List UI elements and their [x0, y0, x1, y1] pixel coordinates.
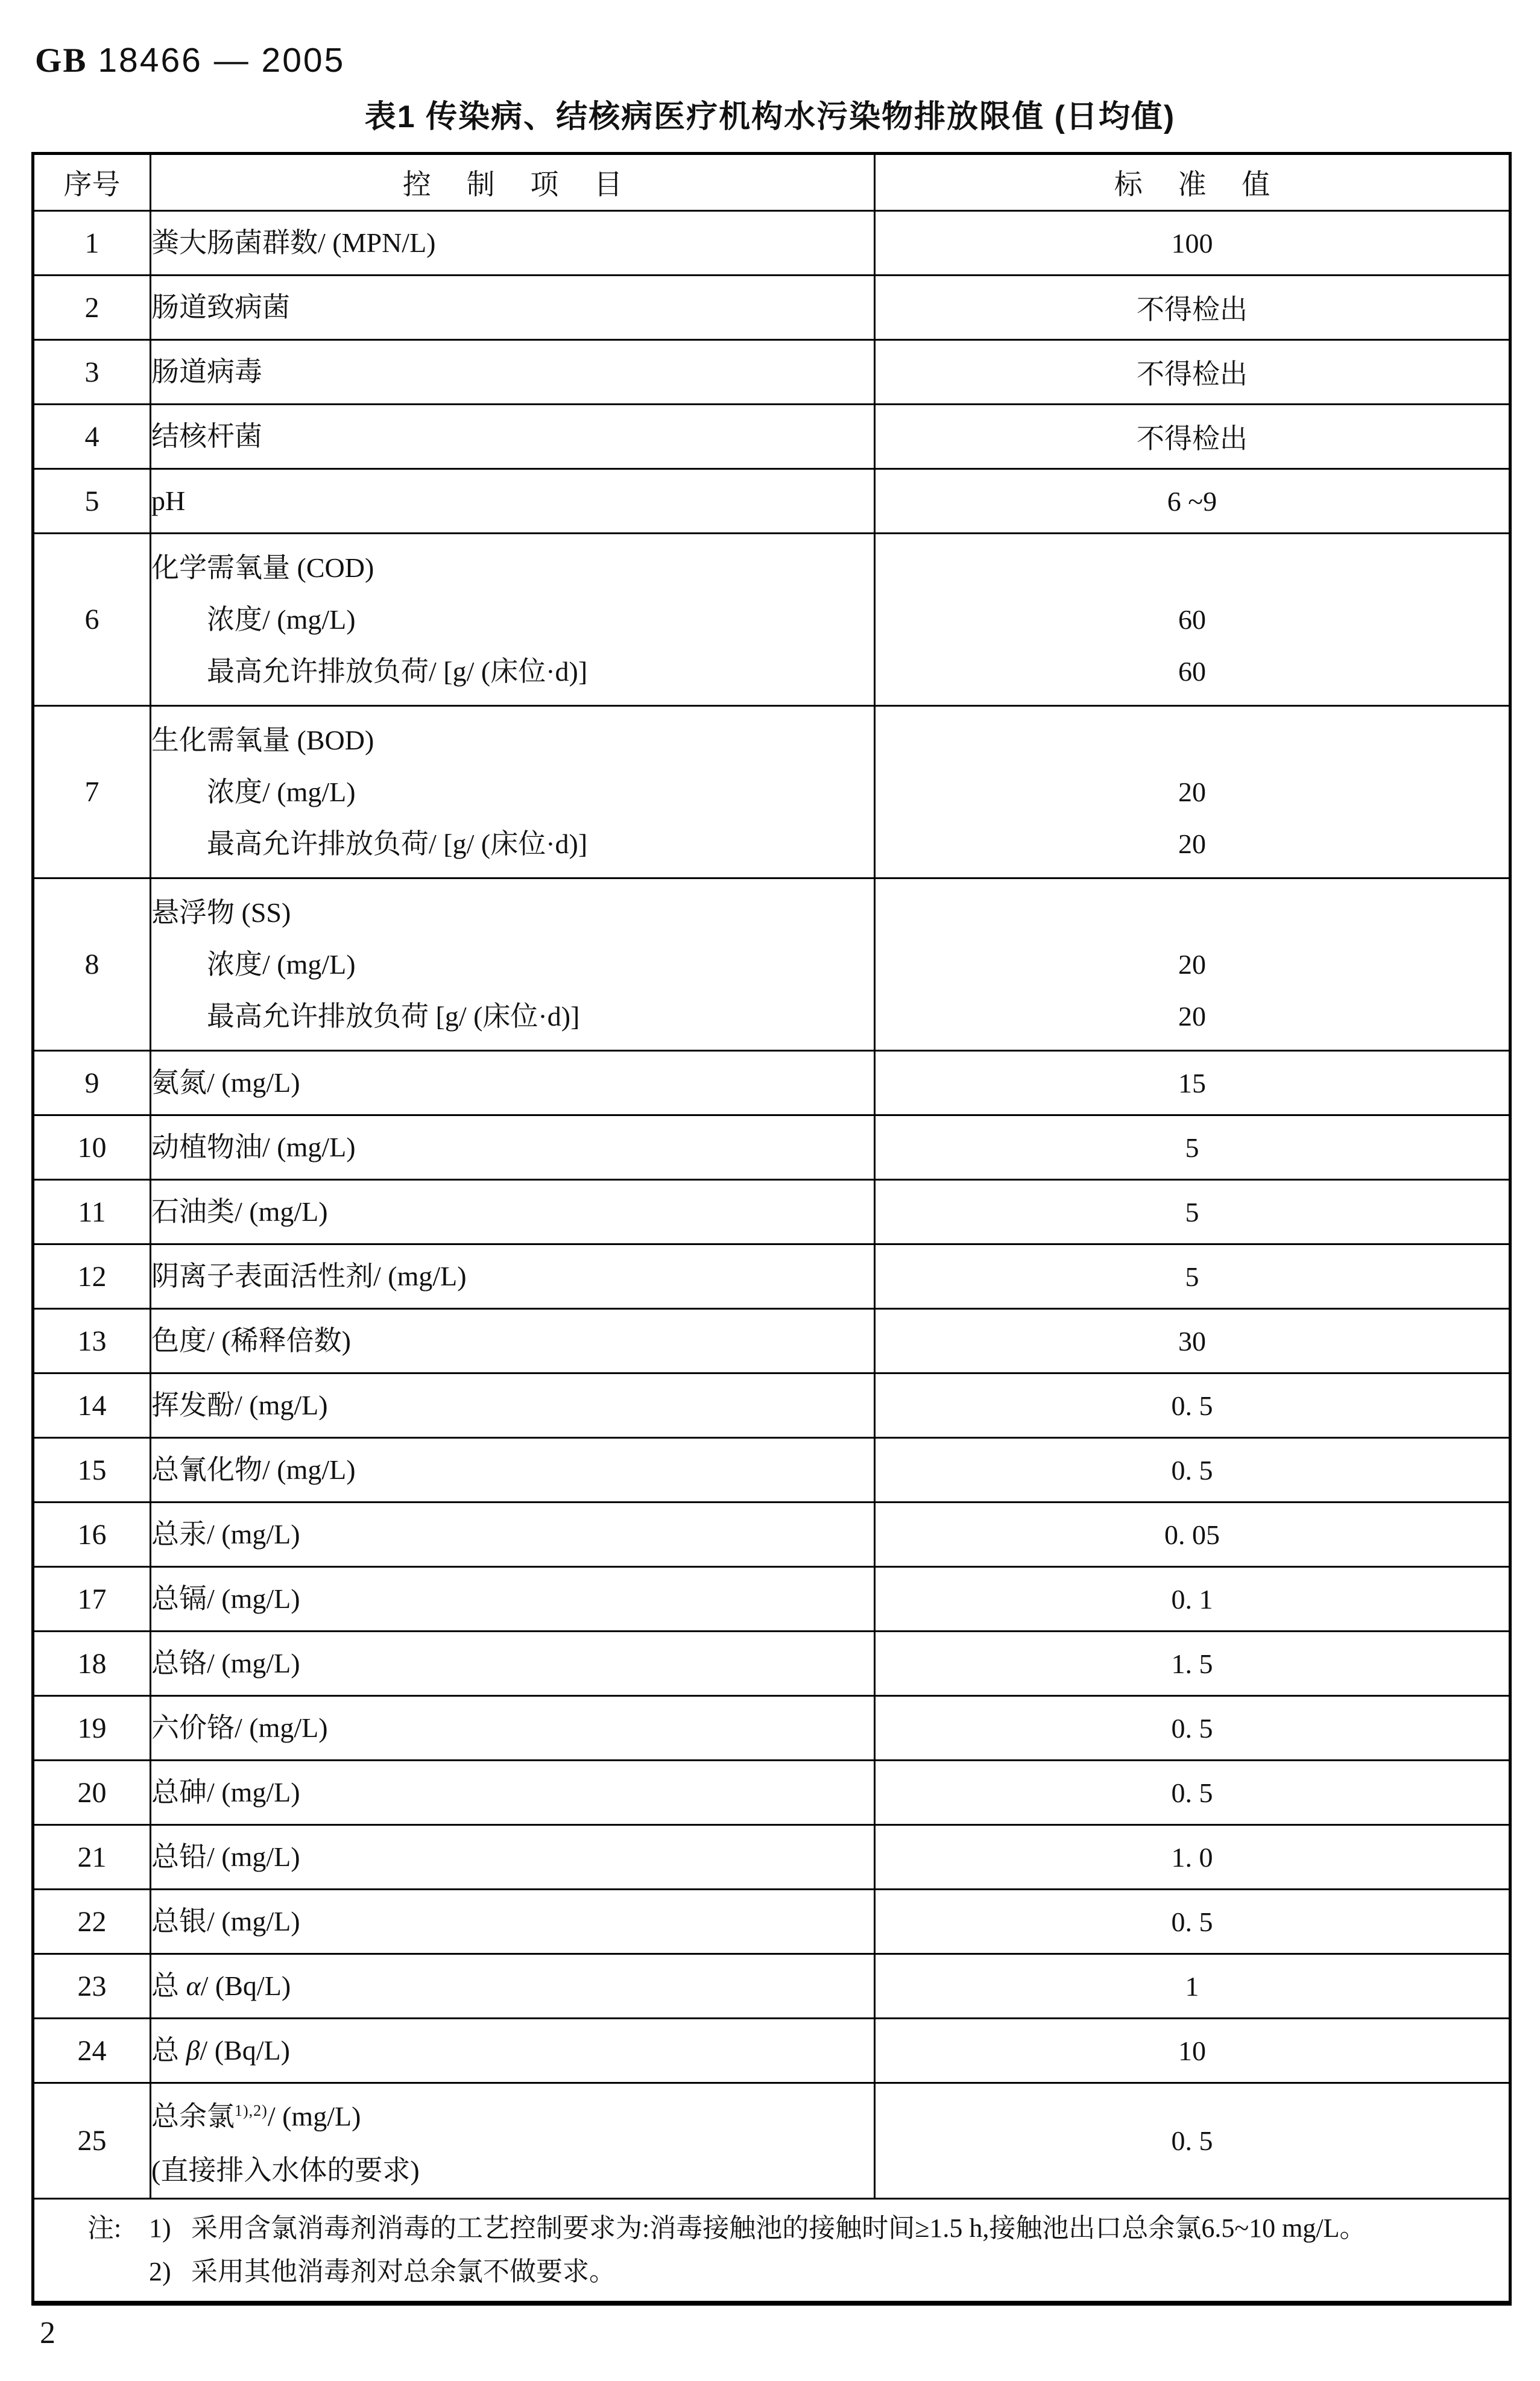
control-item-cell — [151, 2019, 875, 2083]
control-item-cell — [151, 1373, 875, 1438]
item-text — [207, 646, 874, 698]
standard-value-cell: 1. 5 — [875, 1632, 1510, 1696]
item-text-main: 总 — [151, 2035, 186, 2066]
row-number: 5 — [33, 469, 151, 534]
control-item-cell — [151, 534, 875, 706]
standard-value-cell: 0. 5 — [875, 1438, 1510, 1503]
control-item-cell — [151, 1632, 875, 1696]
table-row — [33, 1567, 1510, 1632]
item-text-main: 石油类/ (mg/L) — [151, 1196, 328, 1227]
note-line — [34, 2250, 1509, 2294]
item-text — [151, 1057, 874, 1109]
standard-value-cell: 6 ~9 — [875, 469, 1510, 534]
item-text — [151, 346, 874, 398]
note-prefix: 注: — [87, 2213, 122, 2244]
standard-value-cell — [875, 706, 1510, 878]
table-row — [33, 340, 1510, 405]
item-text-main: (直接排入水体的要求) — [151, 2155, 420, 2186]
standard-value-cell: 5 — [875, 1115, 1510, 1180]
standard-value-cell: 0. 05 — [875, 1503, 1510, 1567]
row-number: 22 — [33, 1890, 151, 1954]
table-header-row — [33, 154, 1510, 211]
item-text — [151, 2084, 874, 2143]
standard-value-cell — [875, 534, 1510, 706]
item-text-main: 总砷/ (mg/L) — [151, 1777, 300, 1808]
standard-value-cell: 不得检出 — [875, 405, 1510, 469]
note-marker: 1) — [149, 2213, 171, 2244]
item-text-main: 总银/ (mg/L) — [151, 1906, 300, 1937]
control-item-cell — [151, 1696, 875, 1761]
standard-value: 60 — [1178, 604, 1206, 635]
row-number: 19 — [33, 1696, 151, 1761]
item-text — [207, 766, 874, 818]
table-row — [33, 276, 1510, 340]
item-text-main: 浓度/ (mg/L) — [207, 604, 356, 635]
standard-value-cell: 5 — [875, 1244, 1510, 1309]
row-number: 25 — [33, 2083, 151, 2199]
item-text — [151, 1573, 874, 1625]
row-number: 23 — [33, 1954, 151, 2019]
page-number: 2 — [40, 2316, 55, 2350]
control-item-cell — [151, 469, 875, 534]
standard-value: 20 — [1178, 1000, 1206, 1032]
item-text — [151, 2025, 874, 2077]
row-number: 11 — [33, 1180, 151, 1244]
item-text-unit: / (Bq/L) — [200, 2035, 290, 2066]
item-text-main: 氨氮/ (mg/L) — [151, 1067, 300, 1098]
item-text — [151, 1250, 874, 1302]
standard-value-cell: 15 — [875, 1051, 1510, 1115]
table-row — [33, 2019, 1510, 2083]
row-number: 13 — [33, 1309, 151, 1373]
item-text — [151, 1121, 874, 1173]
control-item-cell — [151, 211, 875, 276]
standard-value-cell — [875, 878, 1510, 1051]
standard-value-cell: 不得检出 — [875, 340, 1510, 405]
standard-value-cell: 0. 1 — [875, 1567, 1510, 1632]
standard-value-cell: 0. 5 — [875, 1890, 1510, 1954]
table-row — [33, 1051, 1510, 1115]
item-text — [207, 939, 874, 991]
item-text — [151, 1767, 874, 1818]
item-text-main: 色度/ (稀释倍数) — [151, 1325, 351, 1356]
item-text — [151, 2143, 874, 2198]
table-row — [33, 1309, 1510, 1373]
item-text-unit: / (mg/L) — [267, 2101, 361, 2132]
table-row — [33, 878, 1510, 1051]
table-row — [33, 1954, 1510, 2019]
standard-value: 20 — [1178, 828, 1206, 859]
item-text — [151, 1444, 874, 1496]
item-text-main: 总氰化物/ (mg/L) — [151, 1454, 356, 1485]
standard-value-cell: 1 — [875, 1954, 1510, 2019]
standard-value-cell: 10 — [875, 2019, 1510, 2083]
item-text-main: 粪大肠菌群数/ (MPN/L) — [151, 227, 436, 258]
standard-value — [876, 714, 1509, 766]
row-number: 1 — [33, 211, 151, 276]
row-number: 16 — [33, 1503, 151, 1567]
control-item-cell — [151, 405, 875, 469]
row-number: 15 — [33, 1438, 151, 1503]
table-row — [33, 1115, 1510, 1180]
control-item-cell — [151, 1567, 875, 1632]
table-title: 表1 传染病、结核病医疗机构水污染物排放限值 (日均值) — [364, 99, 1176, 134]
item-text-main: 最高允许排放负荷/ [g/ (床位·d)] — [207, 828, 588, 859]
table-row — [33, 1632, 1510, 1696]
standard-code — [35, 43, 345, 78]
standard-code-prefix: GB — [35, 42, 87, 80]
standard-code-number: 18466 — 2005 — [98, 41, 346, 80]
column-header-item: 控制项目 — [151, 154, 875, 211]
row-number: 3 — [33, 340, 151, 405]
row-number: 7 — [33, 706, 151, 878]
item-text-main: 挥发酚/ (mg/L) — [151, 1390, 328, 1421]
control-item-cell — [151, 276, 875, 340]
item-text-main: 肠道病毒 — [151, 356, 262, 387]
note-marker: 2) — [149, 2257, 171, 2287]
item-text-main: 肠道致病菌 — [151, 292, 290, 323]
column-header-no: 序号 — [33, 154, 151, 211]
item-text-main: 阴离子表面活性剂/ (mg/L) — [151, 1261, 467, 1291]
item-text-main: 总镉/ (mg/L) — [151, 1583, 300, 1614]
item-text — [151, 1638, 874, 1689]
table-row — [33, 1438, 1510, 1503]
control-item-cell — [151, 1180, 875, 1244]
table-row — [33, 1761, 1510, 1825]
item-text-main: 最高允许排放负荷 [g/ (床位·d)] — [207, 1000, 580, 1032]
item-text-main: 总 — [151, 1970, 186, 2001]
item-text — [151, 1960, 874, 2012]
table-row — [33, 469, 1510, 534]
item-text-main: 六价铬/ (mg/L) — [151, 1712, 328, 1743]
item-text — [151, 475, 874, 527]
table-row — [33, 405, 1510, 469]
standard-value-cell: 5 — [875, 1180, 1510, 1244]
control-item-cell — [151, 1051, 875, 1115]
table-row — [33, 2083, 1510, 2199]
standard-value-cell: 30 — [875, 1309, 1510, 1373]
row-number: 6 — [33, 534, 151, 706]
standard-value: 60 — [1178, 655, 1206, 687]
item-text — [151, 1315, 874, 1367]
table-row — [33, 1696, 1510, 1761]
item-text-main: pH — [151, 485, 186, 516]
table-row — [33, 1373, 1510, 1438]
control-item-cell — [151, 878, 875, 1051]
item-text — [151, 1896, 874, 1947]
table-row — [33, 1180, 1510, 1244]
item-text-main: 最高允许排放负荷/ [g/ (床位·d)] — [207, 655, 588, 687]
item-text-symbol: α — [186, 1970, 201, 2001]
table-notes-row — [33, 2199, 1510, 2303]
row-number: 20 — [33, 1761, 151, 1825]
row-number: 10 — [33, 1115, 151, 1180]
control-item-cell — [151, 1244, 875, 1309]
item-text — [151, 282, 874, 333]
item-text — [207, 991, 874, 1042]
row-number: 14 — [33, 1373, 151, 1438]
table-row — [33, 706, 1510, 878]
standard-value-cell: 0. 5 — [875, 2083, 1510, 2199]
item-text-main: 总铅/ (mg/L) — [151, 1841, 300, 1872]
standard-value-cell: 0. 5 — [875, 1373, 1510, 1438]
control-item-cell — [151, 1825, 875, 1890]
control-item-cell — [151, 1890, 875, 1954]
table-row — [33, 1503, 1510, 1567]
table-body — [33, 211, 1510, 2303]
item-text — [207, 818, 874, 870]
note-prefix — [34, 2250, 149, 2294]
table-row — [33, 534, 1510, 706]
column-header-value: 标准值 — [875, 154, 1510, 211]
standard-value: 20 — [1178, 948, 1206, 980]
table-header — [33, 154, 1510, 211]
item-text — [151, 1831, 874, 1883]
row-number: 21 — [33, 1825, 151, 1890]
item-text — [151, 542, 874, 594]
item-text — [207, 594, 874, 646]
item-text-main: 结核杆菌 — [151, 421, 262, 452]
standard-value-cell: 不得检出 — [875, 276, 1510, 340]
item-text-main: 浓度/ (mg/L) — [207, 776, 356, 807]
item-text — [151, 217, 874, 269]
standard-value-cell: 0. 5 — [875, 1696, 1510, 1761]
item-text-symbol: β — [186, 2035, 200, 2066]
row-number: 8 — [33, 878, 151, 1051]
control-item-cell — [151, 1503, 875, 1567]
item-text-main: 动植物油/ (mg/L) — [151, 1132, 356, 1162]
standard-value: 20 — [1178, 776, 1206, 807]
note-line — [34, 2207, 1509, 2250]
item-text-main: 化学需氧量 (COD) — [151, 552, 374, 583]
standard-value-cell: 1. 0 — [875, 1825, 1510, 1890]
item-text-main: 总余氯 — [151, 2101, 235, 2132]
item-text-main: 生化需氧量 (BOD) — [151, 724, 374, 755]
control-item-cell — [151, 1438, 875, 1503]
limits-table — [31, 152, 1512, 2306]
row-number: 24 — [33, 2019, 151, 2083]
item-text — [151, 1186, 874, 1238]
row-number: 9 — [33, 1051, 151, 1115]
item-text — [151, 1509, 874, 1560]
note-text: 采用含氯消毒剂消毒的工艺控制要求为:消毒接触池的接触时间≥1.5 h,接触池出口总余氯6.5~10 mg/L。 — [191, 2213, 1366, 2244]
standard-value — [876, 887, 1509, 939]
item-text-main: 总铬/ (mg/L) — [151, 1648, 300, 1679]
item-text — [151, 411, 874, 462]
table-row — [33, 1890, 1510, 1954]
item-text — [151, 1380, 874, 1431]
item-text — [151, 714, 874, 766]
control-item-cell — [151, 2083, 875, 2199]
item-text — [151, 887, 874, 939]
control-item-cell — [151, 1309, 875, 1373]
control-item-cell — [151, 1761, 875, 1825]
table-row — [33, 211, 1510, 276]
row-number: 12 — [33, 1244, 151, 1309]
note-text: 采用其他消毒剂对总余氯不做要求。 — [191, 2257, 616, 2287]
table-row — [33, 1825, 1510, 1890]
control-item-cell — [151, 1954, 875, 2019]
table-notes-cell — [33, 2199, 1510, 2303]
item-text-unit: / (Bq/L) — [200, 1970, 291, 2001]
item-text — [151, 1702, 874, 1754]
row-number: 17 — [33, 1567, 151, 1632]
control-item-cell — [151, 1115, 875, 1180]
row-number: 4 — [33, 405, 151, 469]
control-item-cell — [151, 340, 875, 405]
item-text-main: 浓度/ (mg/L) — [207, 948, 356, 980]
table-row — [33, 1244, 1510, 1309]
item-footnote-marker: 1),2) — [235, 2102, 268, 2119]
standard-value — [876, 542, 1509, 594]
item-text-main: 悬浮物 (SS) — [151, 897, 291, 928]
item-text-main: 总汞/ (mg/L) — [151, 1519, 300, 1550]
standard-value-cell: 0. 5 — [875, 1761, 1510, 1825]
row-number: 18 — [33, 1632, 151, 1696]
control-item-cell — [151, 706, 875, 878]
row-number: 2 — [33, 276, 151, 340]
standard-value-cell: 100 — [875, 211, 1510, 276]
